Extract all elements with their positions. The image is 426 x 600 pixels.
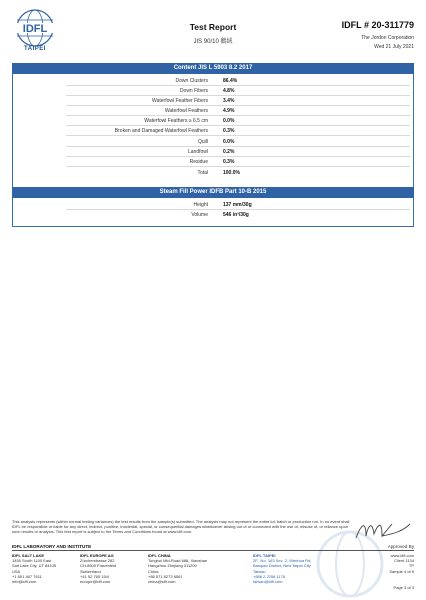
row-divider	[66, 166, 410, 167]
row-value: 0.3%	[223, 128, 235, 134]
row-label: Total	[197, 170, 208, 176]
client-name: The Jordon Corporation	[361, 35, 414, 41]
approved-by: Approved By	[387, 544, 414, 549]
office-email[interactable]: europe@idfl.com	[80, 579, 111, 585]
content-section-title: Content JIS L 5903 8.2 2017	[12, 63, 414, 74]
office-taipei	[253, 553, 311, 584]
row-divider	[66, 135, 410, 136]
office-europe	[80, 553, 116, 584]
row-label: Broken and Damaged Waterfowl Feathers	[114, 128, 208, 134]
office-email[interactable]: info@idfl.com	[12, 579, 37, 585]
content-row	[12, 76, 414, 86]
globe-logo-icon	[12, 8, 58, 48]
office-phone: +886 2 2258 1176	[253, 573, 286, 579]
row-label: Volume	[191, 212, 208, 218]
row-value: 0.2%	[223, 149, 235, 155]
office-email[interactable]: china@idfl.com	[148, 579, 176, 585]
office-line: USA	[12, 568, 21, 574]
logo-city: TAIPEI	[24, 46, 46, 52]
content-row	[12, 106, 414, 116]
row-value: 0.3%	[223, 159, 235, 165]
office-line: Hangzhou Zhejiang 311200	[148, 563, 197, 569]
row-value: 0.0%	[223, 139, 235, 145]
page-subtitle: JIS 90/10 鵝絨	[193, 39, 233, 45]
content-row	[12, 116, 414, 126]
row-label: Waterfowl Feathers ≥ 6.5 cm	[144, 118, 208, 124]
office-phone: +86 571 8273 6561	[148, 573, 183, 579]
row-label: Waterfowl Feathers	[164, 108, 208, 114]
office-salt-lake	[12, 553, 56, 584]
content-row-total	[12, 168, 414, 178]
row-value: 137 mm/30g	[223, 202, 252, 208]
row-label: Residue	[189, 159, 208, 165]
client-code: Client 1134	[394, 558, 414, 564]
office-line: Switzerland	[80, 568, 101, 574]
content-row	[12, 137, 414, 147]
office-line: 2F., No. 163 Sec. 2, Wenhua Rd.	[253, 558, 312, 564]
disclaimer-text: This analysis represents (within normal testing variances) the test results from the sample(s) submitted. The analysis may not represent the entire lot, batch or production run. In no event shall IDFL be responsible or liable for any direct, indirect, punitive, incidental, special, or consequential damages whatsoever arising out of or connected with the use of, misuse of, or reliance upon such results or analysis. This test report is subject to the Terms and Conditions found at www.idfl.com.	[12, 519, 350, 535]
page-number: Page 3 of 3	[393, 585, 414, 590]
logo-text: IDFL	[22, 23, 48, 35]
row-value: 0.0%	[223, 118, 235, 124]
row-label: Down Clusters	[175, 78, 208, 84]
row-label: Landfowl	[187, 149, 208, 155]
row-label: Height	[193, 202, 208, 208]
content-row	[12, 147, 414, 157]
office-line: Tonghui Mid-Road 688, Xiaoshan	[148, 558, 208, 564]
office-line: China	[148, 568, 159, 574]
office-name: IDFL TAIPEI	[253, 553, 276, 558]
row-value: 100.0%	[223, 170, 240, 176]
office-line: Taiwan	[253, 568, 266, 574]
row-value: 3.4%	[223, 98, 235, 104]
fill-section-title: Steam Fill Power IDFB Part 10-B 2015	[12, 187, 414, 198]
content-row	[12, 126, 414, 136]
fill-row	[12, 210, 414, 220]
office-email[interactable]: taiwan@idfl.com	[253, 579, 283, 585]
row-value: 4.9%	[223, 108, 235, 114]
office-line: Salt Lake City, UT 84105	[12, 563, 57, 569]
lab-code: TP	[408, 563, 414, 569]
office-line: Banqiao District, New Taipei City	[253, 563, 311, 569]
office-name: IDFL EUROPE AG	[80, 553, 114, 558]
lab-title: IDFL LABORATORY AND INSTITUTE	[12, 544, 92, 549]
office-line: Zürcherstrasse 282	[80, 558, 115, 564]
row-value: 86.4%	[223, 78, 238, 84]
report-meta	[389, 553, 414, 574]
row-label: Waterfowl Feather Fibers	[152, 98, 208, 104]
row-value: 4.8%	[223, 88, 235, 94]
report-date: Wed 21 July 2021	[374, 44, 414, 50]
row-label: Down Fibers	[179, 88, 208, 94]
office-line: CH-8500 Frauenfeld	[80, 563, 117, 569]
office-name: IDFL CHINA	[148, 553, 171, 558]
sample-count: Sample 4 of 5	[389, 568, 414, 574]
office-phone: +41 52 765 15/4	[80, 573, 110, 579]
office-china	[148, 553, 207, 584]
report-number: IDFL # 20-311779	[341, 20, 414, 30]
content-row	[12, 86, 414, 96]
footer-divider	[12, 550, 414, 551]
website-link[interactable]: www.idfl.com	[390, 553, 414, 558]
fill-row	[12, 200, 414, 210]
content-row	[12, 157, 414, 167]
office-name: IDFL SALT LAKE	[12, 553, 45, 558]
row-value: 546 in³/30g	[223, 212, 249, 218]
content-row	[12, 96, 414, 106]
office-phone: +1 801 467 7611	[12, 573, 42, 579]
idfl-logo	[12, 8, 58, 58]
office-line: 1455 South 1100 East	[12, 558, 52, 564]
page-title: Test Report	[189, 22, 237, 32]
row-label: Quill	[197, 139, 208, 145]
